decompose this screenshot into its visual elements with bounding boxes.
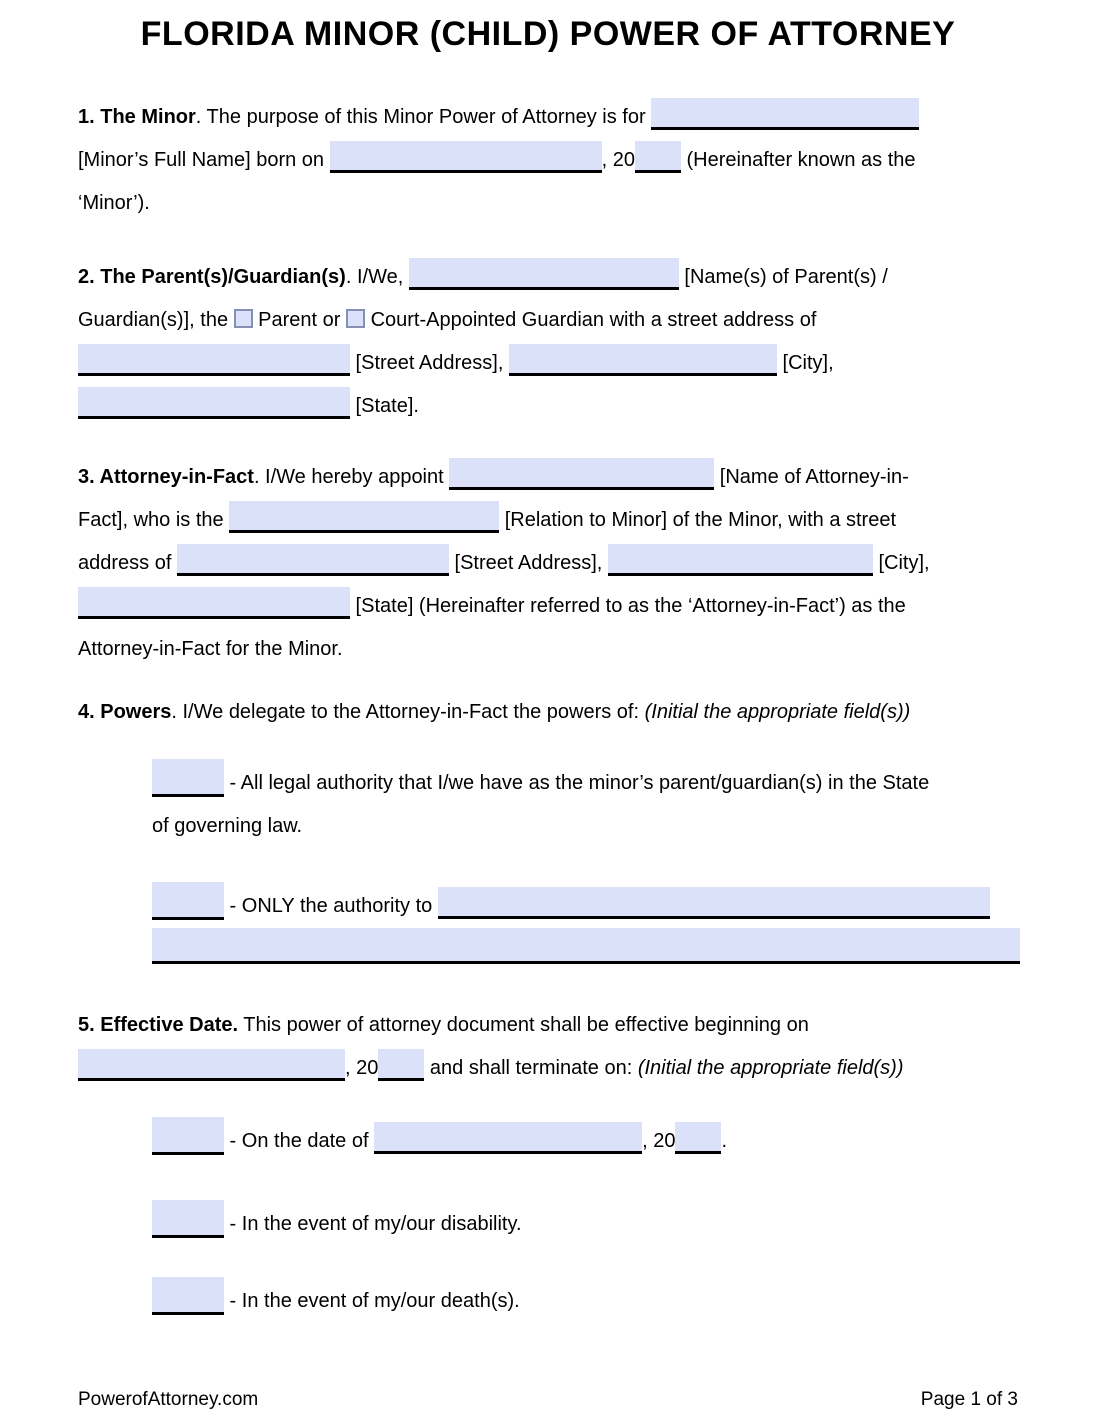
powers-option-only-authority bbox=[78, 882, 1018, 964]
text-run: [Name(s) of Parent(s) / bbox=[678, 266, 888, 288]
section-4-heading: 4. Powers bbox=[78, 701, 172, 723]
terminate-option-disability bbox=[78, 1200, 1018, 1246]
text-run: [City], bbox=[872, 552, 930, 574]
attorney-name-field[interactable] bbox=[449, 458, 714, 490]
text-run: (Hereinafter known as the bbox=[680, 149, 916, 171]
attorney-street-address-field[interactable] bbox=[177, 544, 449, 576]
text-run: , 20 bbox=[345, 1057, 379, 1079]
s3-line-2 bbox=[78, 499, 1018, 542]
text-run: . I/We hereby appoint bbox=[253, 466, 450, 488]
parents-street-address-field[interactable] bbox=[78, 344, 350, 376]
text-run: of governing law. bbox=[152, 815, 303, 837]
powers-all-authority-initials-field[interactable] bbox=[152, 759, 224, 797]
text-run: [Name of Attorney-in- bbox=[714, 466, 909, 488]
s5-line-1 bbox=[78, 1004, 1018, 1047]
text-run: - All legal authority that I/we have as the minor’s parent/guardian(s) in the State bbox=[224, 772, 930, 794]
footer-page-number: Page 1 of 3 bbox=[920, 1389, 1018, 1410]
s4-line-1 bbox=[78, 691, 1018, 734]
section-2-heading: 2. The Parent(s)/Guardian(s) bbox=[78, 266, 346, 288]
text-run: [Minor’s Full Name] born on bbox=[78, 149, 330, 171]
text-run: Court-Appointed Guardian with a street address of bbox=[365, 309, 817, 331]
footer-site-label: PowerofAttorney.com bbox=[78, 1389, 259, 1410]
text-run: [State]. bbox=[350, 395, 419, 417]
text-run: [Relation to Minor] of the Minor, with a street bbox=[499, 509, 897, 531]
powers-option-all-authority bbox=[78, 759, 1018, 848]
text-run: , 20 bbox=[601, 149, 635, 171]
attorney-city-field[interactable] bbox=[608, 544, 873, 576]
terminate-on-date-initials-field[interactable] bbox=[152, 1117, 224, 1155]
text-run: This power of attorney document shall be effective beginning on bbox=[238, 1014, 809, 1036]
powers-only-authority-field-line-2[interactable] bbox=[152, 928, 1020, 964]
text-run: ‘Minor’). bbox=[78, 192, 150, 214]
text-run: - In the event of my/our disability. bbox=[224, 1213, 522, 1235]
s2-line-1 bbox=[78, 256, 1018, 299]
text-run: address of bbox=[78, 552, 177, 574]
parent-checkbox[interactable] bbox=[234, 309, 253, 328]
s3-line-4 bbox=[78, 585, 1018, 628]
text-run: and shall terminate on: bbox=[424, 1057, 638, 1079]
s1-line-3 bbox=[78, 182, 1018, 225]
text-run: - On the date of bbox=[224, 1130, 375, 1152]
page-footer bbox=[78, 1388, 1018, 1412]
initial-instruction-text: (Initial the appropriate field(s)) bbox=[644, 701, 911, 723]
powers-only-authority-field[interactable] bbox=[438, 887, 990, 919]
text-run: . The purpose of this Minor Power of Attorney is for bbox=[195, 106, 652, 128]
text-run: . I/We delegate to the Attorney-in-Fact the powers of: bbox=[171, 701, 645, 723]
section-effective-date bbox=[78, 1004, 1018, 1323]
s4-opt2-line-1 bbox=[78, 882, 1018, 928]
s3-line-5 bbox=[78, 628, 1018, 671]
powers-only-authority-initials-field[interactable] bbox=[152, 882, 224, 920]
terminate-date-field[interactable] bbox=[374, 1122, 642, 1154]
effective-begin-year-field[interactable] bbox=[378, 1049, 424, 1081]
attorney-state-field[interactable] bbox=[78, 587, 350, 619]
text-run: Parent or bbox=[252, 309, 347, 331]
text-run: [Street Address], bbox=[350, 352, 509, 374]
initial-instruction-text: (Initial the appropriate field(s)) bbox=[637, 1057, 904, 1079]
effective-begin-date-field[interactable] bbox=[78, 1049, 345, 1081]
s2-line-3 bbox=[78, 342, 1018, 385]
page-title: FLORIDA MINOR (CHILD) POWER OF ATTORNEY bbox=[140, 15, 956, 53]
text-run: . bbox=[721, 1130, 728, 1152]
minor-full-name-field[interactable] bbox=[651, 98, 919, 130]
s4-opt1-line-2 bbox=[78, 805, 1018, 848]
text-run: - In the event of my/our death(s). bbox=[224, 1290, 520, 1312]
parents-state-field[interactable] bbox=[78, 387, 350, 419]
text-run: [State] (Hereinafter referred to as the ‘Attorney-in-Fact’) as the bbox=[350, 595, 906, 617]
minor-birth-date-field[interactable] bbox=[330, 141, 602, 173]
terminate-option-on-date bbox=[78, 1117, 1018, 1163]
attorney-relation-field[interactable] bbox=[229, 501, 499, 533]
court-appointed-guardian-checkbox[interactable] bbox=[346, 309, 365, 328]
text-run: Guardian(s)], the bbox=[78, 309, 234, 331]
text-run: . I/We, bbox=[345, 266, 409, 288]
s5-line-2 bbox=[78, 1047, 1018, 1090]
s1-line-2 bbox=[78, 139, 1018, 182]
text-run: , 20 bbox=[642, 1130, 676, 1152]
section-parents-guardians bbox=[78, 256, 1018, 428]
s1-line-1 bbox=[78, 96, 1018, 139]
text-run: - ONLY the authority to bbox=[224, 895, 438, 917]
s2-line-4 bbox=[78, 385, 1018, 428]
terminate-year-field[interactable] bbox=[675, 1122, 721, 1154]
terminate-option-death bbox=[78, 1277, 1018, 1323]
s4-opt1-line-1 bbox=[78, 759, 1018, 805]
parents-names-field[interactable] bbox=[409, 258, 679, 290]
section-5-heading: 5. Effective Date. bbox=[78, 1014, 239, 1036]
section-the-minor bbox=[78, 96, 1018, 225]
s3-line-1 bbox=[78, 456, 1018, 499]
s3-line-3 bbox=[78, 542, 1018, 585]
minor-birth-year-field[interactable] bbox=[635, 141, 681, 173]
text-run: Attorney-in-Fact for the Minor. bbox=[78, 638, 343, 660]
s2-line-2 bbox=[78, 299, 1018, 342]
text-run: [Street Address], bbox=[448, 552, 608, 574]
section-3-heading: 3. Attorney-in-Fact bbox=[78, 466, 254, 488]
death-initials-field[interactable] bbox=[152, 1277, 224, 1315]
disability-initials-field[interactable] bbox=[152, 1200, 224, 1238]
section-powers bbox=[78, 691, 1018, 964]
section-attorney-in-fact bbox=[78, 456, 1018, 671]
text-run: Fact], who is the bbox=[78, 509, 230, 531]
parents-city-field[interactable] bbox=[509, 344, 777, 376]
text-run: [City], bbox=[776, 352, 834, 374]
section-1-heading: 1. The Minor bbox=[78, 106, 196, 128]
